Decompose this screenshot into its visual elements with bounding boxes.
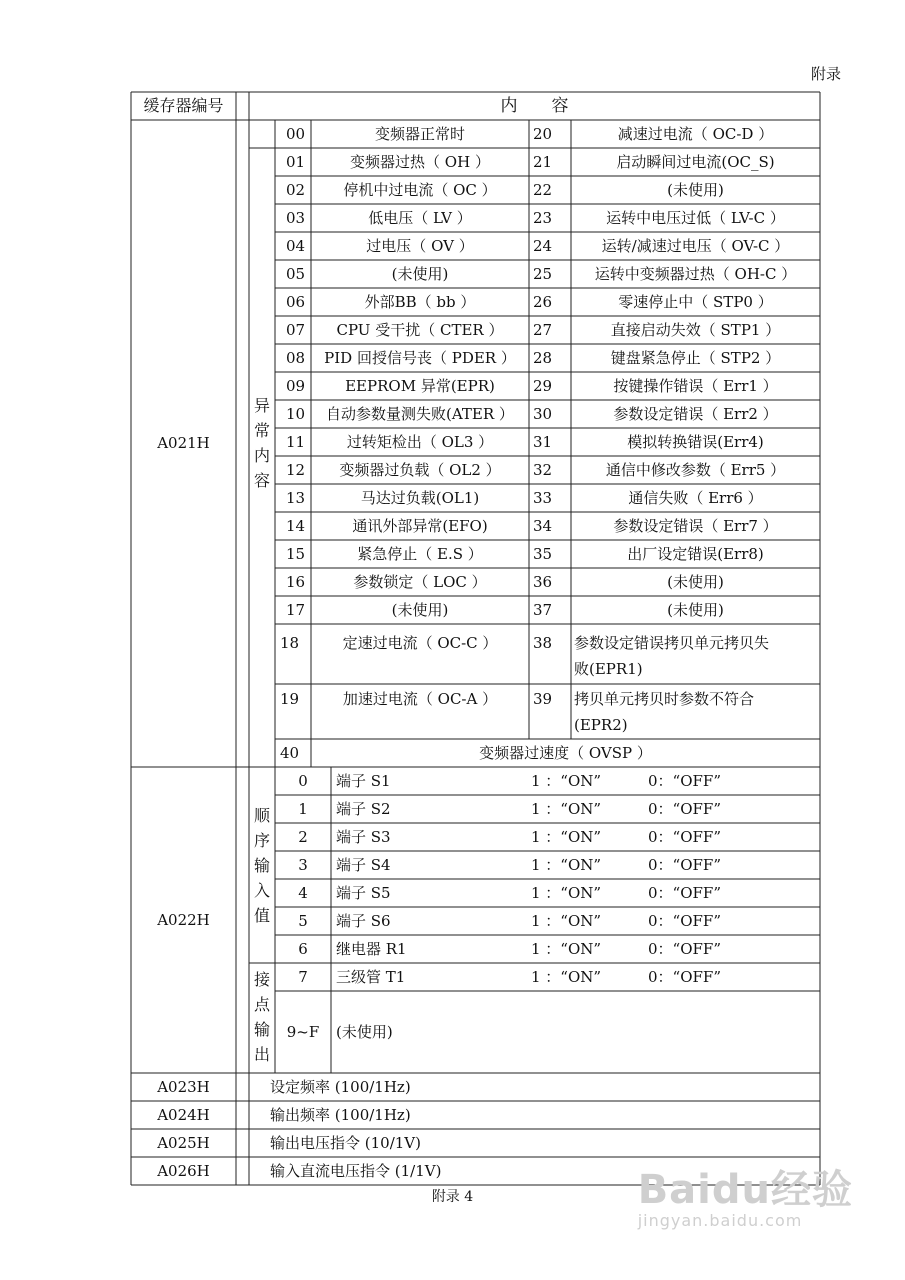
on-state: 1 ：“ON” <box>531 884 602 902</box>
fault-code: 36 <box>533 573 553 591</box>
fault-code: 24 <box>533 237 553 255</box>
register-a022: A022H <box>157 911 210 929</box>
bit-desc: (未使用) <box>336 1023 393 1041</box>
content-column-header: 内 容 <box>500 96 569 116</box>
terminal-name: 端子 S5 <box>336 884 391 902</box>
register-id: A023H <box>157 1078 210 1096</box>
fault-code: 28 <box>533 349 553 367</box>
fault-desc: 自动参数量测失败(ATER ） <box>326 405 514 423</box>
fault-desc-cont: (EPR2) <box>574 716 628 734</box>
fault-code: 06 <box>286 293 306 311</box>
terminal-name: 端子 S4 <box>336 856 391 874</box>
fault-desc: (未使用) <box>667 573 724 591</box>
fault-code: 25 <box>533 265 553 283</box>
fault-desc: 外部BB（ bb ） <box>364 293 476 311</box>
fault-code: 26 <box>533 293 553 311</box>
fault-desc: 直接启动失效（ STP1 ） <box>610 321 781 339</box>
fault-desc: CPU 受干扰（ CTER ） <box>336 321 504 339</box>
fault-desc: (未使用) <box>391 601 449 619</box>
bit-index: 1 <box>298 800 308 818</box>
fault-desc: 低电压（ LV ） <box>368 209 472 227</box>
fault-code: 37 <box>533 601 553 619</box>
off-state: 0：“OFF” <box>648 884 721 902</box>
fault-desc: 运转中电压过低（ LV-C ） <box>606 209 785 227</box>
fault-code: 40 <box>280 744 300 762</box>
fault-desc: (未使用) <box>391 265 449 283</box>
bit-index: 9~F <box>286 1023 320 1041</box>
terminal-name: 三级管 T1 <box>336 968 406 986</box>
watermark-brand: Baidu经验 <box>637 1167 853 1213</box>
fault-desc: 通信中修改参数（ Err5 ） <box>605 461 786 479</box>
fault-desc: 变频器过热（ OH ） <box>350 153 490 171</box>
fault-code: 05 <box>286 265 306 283</box>
a021-side-label: 异常内容 <box>253 396 270 490</box>
on-state: 1 ：“ON” <box>531 772 602 790</box>
fault-desc: 按键操作错误（ Err1 ） <box>613 377 778 395</box>
fault-code: 22 <box>533 181 553 199</box>
off-state: 0：“OFF” <box>648 828 721 846</box>
fault-code: 27 <box>533 321 553 339</box>
bit-index: 7 <box>298 968 308 986</box>
fault-code: 29 <box>533 377 553 395</box>
fault-code: 39 <box>533 690 553 708</box>
bit-index: 3 <box>298 856 308 874</box>
fault-desc: 变频器过负载（ OL2 ） <box>339 461 501 479</box>
fault-desc: (未使用) <box>667 181 724 199</box>
fault-desc: 拷贝单元拷贝时参数不符合 <box>574 690 755 708</box>
fault-desc: 紧急停止（ E.S ） <box>357 545 483 563</box>
off-state: 0：“OFF” <box>648 800 721 818</box>
fault-desc: 模拟转换错误(Err4) <box>627 433 764 451</box>
terminal-name: 端子 S2 <box>336 800 391 818</box>
a022-side-label-output: 接点输出 <box>253 970 270 1064</box>
fault-desc: 键盘紧急停止（ STP2 ） <box>610 349 781 367</box>
page-footer: 附录 4 <box>431 1189 474 1205</box>
register-desc: 输出电压指令 (10/1V) <box>270 1134 421 1152</box>
on-state: 1 ：“ON” <box>531 968 602 986</box>
register-desc: 输出频率 (100/1Hz) <box>270 1106 411 1124</box>
register-desc: 设定频率 (100/1Hz) <box>270 1078 411 1096</box>
bit-index: 0 <box>298 772 308 790</box>
fault-code: 02 <box>286 181 306 199</box>
fault-desc: 过电压（ OV ） <box>366 237 474 255</box>
fault-desc: 减速过电流（ OC-D ） <box>617 125 774 143</box>
off-state: 0：“OFF” <box>648 912 721 930</box>
fault-code: 35 <box>533 545 553 563</box>
off-state: 0：“OFF” <box>648 772 721 790</box>
terminal-name: 继电器 R1 <box>336 940 407 958</box>
watermark-url: jingyan.baidu.com <box>637 1211 803 1230</box>
fault-desc: PID 回授信号丧（ PDER ） <box>324 349 516 367</box>
fault-desc: 出厂设定错误(Err8) <box>627 545 764 563</box>
register-id: A025H <box>157 1134 210 1152</box>
fault-code: 08 <box>286 349 306 367</box>
bit-index: 4 <box>298 884 308 902</box>
fault-desc: 参数锁定（ LOC ） <box>353 573 487 591</box>
fault-code: 13 <box>286 489 306 507</box>
fault-desc: 启动瞬间过电流(OC_S) <box>616 153 775 171</box>
terminal-name: 端子 S3 <box>336 828 391 846</box>
fault-desc: 运转/减速过电压（ OV-C ） <box>601 237 790 255</box>
fault-code: 09 <box>286 377 306 395</box>
appendix-header: 附录 <box>810 65 841 83</box>
fault-code: 00 <box>286 125 306 143</box>
off-state: 0：“OFF” <box>648 968 721 986</box>
fault-code: 21 <box>533 153 553 171</box>
fault-desc: 参数设定错误（ Err2 ） <box>613 405 778 423</box>
on-state: 1 ：“ON” <box>531 940 602 958</box>
on-state: 1 ：“ON” <box>531 912 602 930</box>
fault-code: 38 <box>533 634 553 652</box>
fault-code: 15 <box>286 545 306 563</box>
register-a021: A021H <box>157 434 210 452</box>
fault-desc: 参数设定错误（ Err7 ） <box>613 517 778 535</box>
fault-code: 01 <box>286 153 306 171</box>
fault-code: 18 <box>280 634 300 652</box>
fault-desc: 运转中变频器过热（ OH-C ） <box>594 265 797 283</box>
fault-code: 04 <box>286 237 306 255</box>
off-state: 0：“OFF” <box>648 856 721 874</box>
register-id: A026H <box>157 1162 210 1180</box>
off-state: 0：“OFF” <box>648 940 721 958</box>
register-id: A024H <box>157 1106 210 1124</box>
baidu-watermark <box>638 1158 853 1230</box>
fault-code: 11 <box>286 433 306 451</box>
fault-code: 32 <box>533 461 553 479</box>
fault-desc: 马达过负载(OL1) <box>360 489 480 507</box>
fault-desc: 参数设定错误拷贝单元拷贝失 <box>574 634 770 652</box>
a022-side-label-input: 顺序输入值 <box>253 806 270 925</box>
fault-desc: 停机中过电流（ OC ） <box>343 181 497 199</box>
fault-code: 17 <box>286 601 306 619</box>
fault-code: 03 <box>286 209 306 227</box>
fault-code: 23 <box>533 209 553 227</box>
terminal-name: 端子 S6 <box>336 912 391 930</box>
register-desc: 输入直流电压指令 (1/1V) <box>270 1162 442 1180</box>
fault-code: 14 <box>286 517 306 535</box>
on-state: 1 ：“ON” <box>531 856 602 874</box>
fault-desc: 通信失败（ Err6 ） <box>628 489 763 507</box>
on-state: 1 ：“ON” <box>531 828 602 846</box>
fault-code: 20 <box>533 125 553 143</box>
bit-index: 2 <box>298 828 308 846</box>
on-state: 1 ：“ON” <box>531 800 602 818</box>
fault-desc: 变频器过速度（ OVSP ） <box>479 744 652 762</box>
fault-code: 12 <box>286 461 306 479</box>
fault-desc: 加速过电流（ OC-A ） <box>342 690 498 708</box>
fault-desc: EEPROM 异常(EPR) <box>345 377 495 395</box>
fault-code: 19 <box>280 690 300 708</box>
fault-desc: 零速停止中（ STP0 ） <box>618 293 773 311</box>
fault-desc: 通讯外部异常(EFO) <box>352 517 488 535</box>
fault-desc: (未使用) <box>667 601 724 619</box>
fault-code: 10 <box>286 405 306 423</box>
fault-desc: 定速过电流（ OC-C ） <box>342 634 498 652</box>
bit-index: 6 <box>298 940 308 958</box>
fault-code: 16 <box>286 573 306 591</box>
fault-desc-cont: 败(EPR1) <box>574 660 643 678</box>
register-column-header: 缓存器编号 <box>143 96 224 115</box>
fault-code: 07 <box>286 321 306 339</box>
terminal-name: 端子 S1 <box>336 772 391 790</box>
fault-code: 33 <box>533 489 553 507</box>
fault-desc: 过转矩检出（ OL3 ） <box>346 433 494 451</box>
fault-desc: 变频器正常时 <box>374 125 465 143</box>
fault-code: 30 <box>533 405 553 423</box>
fault-code: 34 <box>533 517 553 535</box>
fault-code: 31 <box>533 433 553 451</box>
bit-index: 5 <box>298 912 308 930</box>
